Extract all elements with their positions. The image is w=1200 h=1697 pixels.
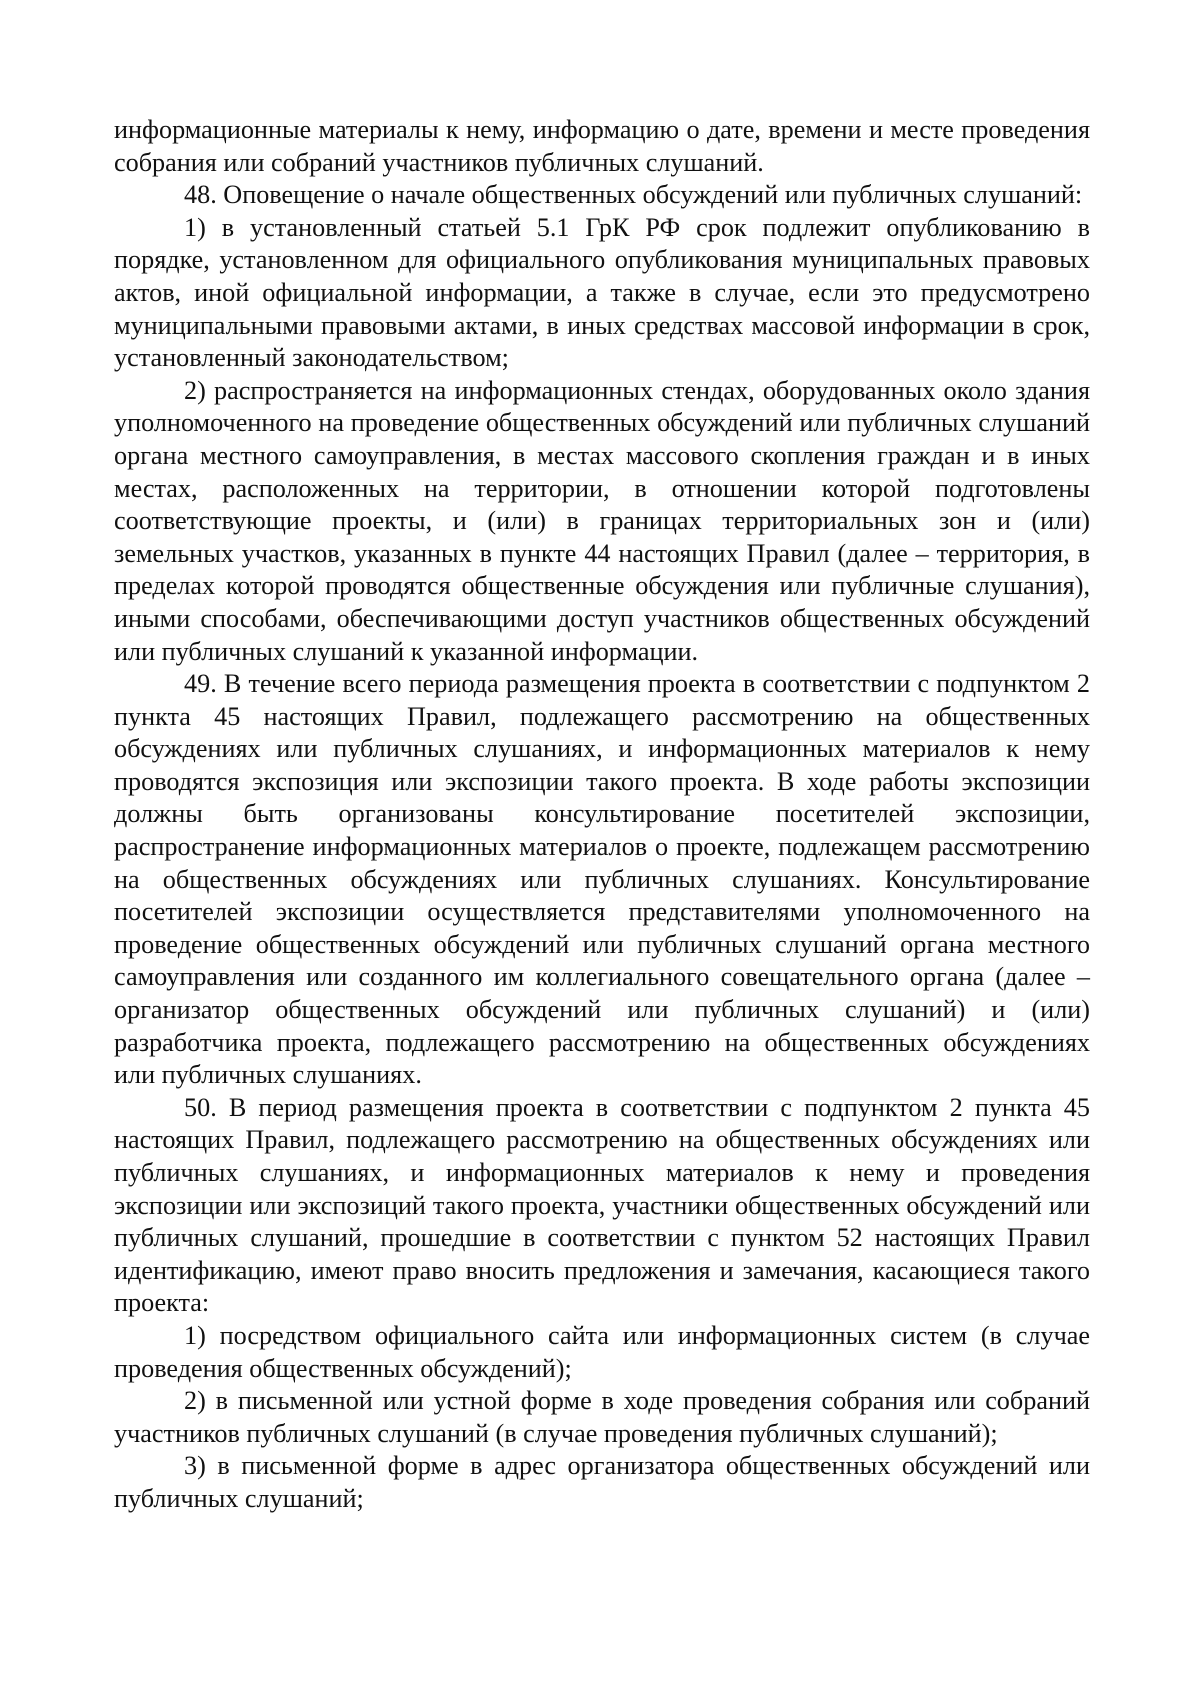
paragraph-48-subitem-2: 2) распространяется на информационных стендах, оборудованных около здания уполномоченного на проведение общественных обсуждений или публичных слушаний органа местного самоуправления, в местах массового скопления граждан и в иных местах, расположенных на территории, в отношении которой подготовлены соответствующие проекты, и (или) в границах территориальных зон и (или) земельных участков, указанных в пункте 44 настоящих Правил (далее – территория, в пределах которой проводятся общественные обсуждения или публичные слушания), иными способами, обеспечивающими доступ участников общественных обсуждений или публичных слушаний к указанной информации. (114, 375, 1090, 666)
document-page (114, 114, 1090, 1516)
paragraph-48-subitem-1: 1) в установленный статьей 5.1 ГрК РФ срок подлежит опубликованию в порядке, установленном для официального опубликования муниципальных правовых актов, иной официальной информации, а также в случае, если это предусмотрено муниципальными правовыми актами, в иных средствах массовой информации в срок, установленный законодательством; (114, 212, 1090, 373)
paragraph-item-48: 48. Оповещение о начале общественных обсуждений или публичных слушаний: (184, 180, 1083, 210)
paragraph-50-subitem-1: 1) посредством официального сайта или информационных систем (в случае проведения общественных обсуждений); (114, 1320, 1090, 1383)
paragraph-item-49: 49. В течение всего периода размещения проекта в соответствии с подпунктом 2 пункта 45 настоящих Правил, подлежащего рассмотрению на общественных обсуждениях или публичных слушаниях, и информационных материалов к нему проводятся экспозиция или экспозиции такого проекта. В ходе работы экспозиции должны быть организованы консультирование посетителей экспозиции, распространение информационных материалов о проекте, подлежащем рассмотрению на общественных обсуждениях или публичных слушаниях. Консультирование посетителей экспозиции осуществляется представителями уполномоченного на проведение общественных обсуждений или публичных слушаний органа местного самоуправления или созданного им коллегиального совещательного органа (далее – организатор общественных обсуждений или публичных слушаний) и (или) разработчика проекта, подлежащего рассмотрению на общественных обсуждениях или публичных слушаниях. (114, 669, 1090, 1090)
paragraph-item-50: 50. В период размещения проекта в соответствии с подпунктом 2 пункта 45 настоящих Правил, подлежащего рассмотрению на общественных обсуждениях или публичных слушаниях, и информационных материалов к нему и проведения экспозиции или экспозиций такого проекта, участники общественных обсуждений или публичных слушаний, прошедшие в соответствии с пунктом 52 настоящих Правил идентификацию, имеют право вносить предложения и замечания, касающиеся такого проекта: (114, 1092, 1090, 1318)
paragraph-50-subitem-3: 3) в письменной форме в адрес организатора общественных обсуждений или публичных слушаний; (114, 1451, 1090, 1513)
paragraph-continuation: информационные материалы к нему, информацию о дате, времени и месте проведения собрания или собраний участников публичных слушаний. (114, 115, 1090, 177)
paragraph-50-subitem-2: 2) в письменной или устной форме в ходе проведения собрания или собраний участников публичных слушаний (в случае проведения публичных слушаний); (114, 1386, 1090, 1448)
